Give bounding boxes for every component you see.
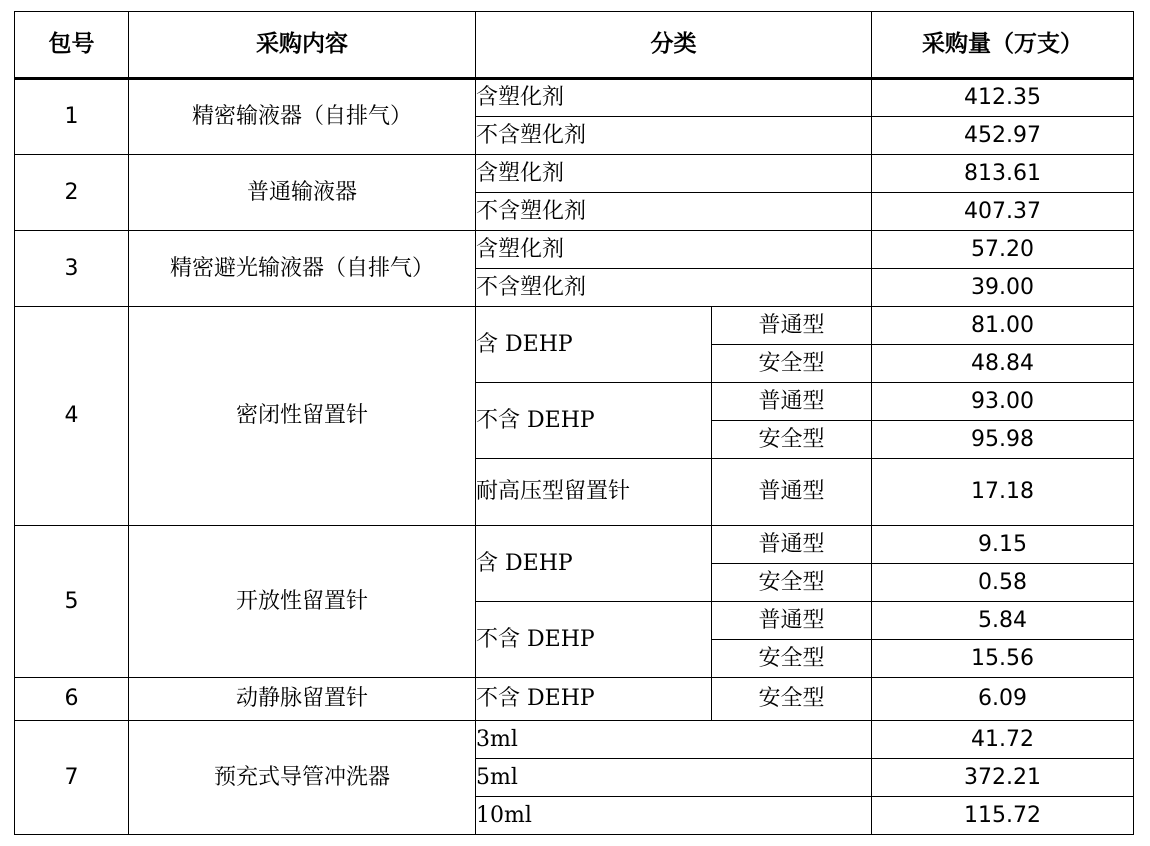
category-group: 耐高压型留置针 — [476, 459, 712, 526]
quantity-cell: 57.20 — [872, 231, 1134, 269]
subtype-cell: 安全型 — [712, 640, 872, 678]
category-group: 不含 DEHP — [476, 678, 712, 721]
category-cell: 不含塑化剂 — [476, 117, 872, 155]
package-number: 7 — [15, 721, 129, 835]
table-row — [15, 231, 1134, 269]
subtype-cell: 安全型 — [712, 421, 872, 459]
category-cell: 不含塑化剂 — [476, 193, 872, 231]
table-row — [15, 721, 1134, 759]
category-cell: 10ml — [476, 797, 872, 835]
quantity-cell: 407.37 — [872, 193, 1134, 231]
quantity-cell: 9.15 — [872, 526, 1134, 564]
package-number: 3 — [15, 231, 129, 307]
subtype-cell: 普通型 — [712, 383, 872, 421]
package-number: 6 — [15, 678, 129, 721]
category-cell: 含塑化剂 — [476, 79, 872, 117]
header-category: 分类 — [476, 12, 872, 79]
package-number: 2 — [15, 155, 129, 231]
category-group: 不含 DEHP — [476, 602, 712, 678]
subtype-cell: 普通型 — [712, 307, 872, 345]
quantity-cell: 15.56 — [872, 640, 1134, 678]
quantity-cell: 48.84 — [872, 345, 1134, 383]
quantity-cell: 39.00 — [872, 269, 1134, 307]
quantity-cell: 372.21 — [872, 759, 1134, 797]
package-number: 5 — [15, 526, 129, 678]
subtype-cell: 安全型 — [712, 678, 872, 721]
category-cell: 含塑化剂 — [476, 155, 872, 193]
table-row — [15, 155, 1134, 193]
quantity-cell: 6.09 — [872, 678, 1134, 721]
item-name: 动静脉留置针 — [129, 678, 476, 721]
item-name: 精密避光输液器（自排气） — [129, 231, 476, 307]
table-row — [15, 307, 1134, 345]
subtype-cell: 普通型 — [712, 602, 872, 640]
header-row — [15, 12, 1134, 79]
subtype-cell: 安全型 — [712, 345, 872, 383]
quantity-cell: 93.00 — [872, 383, 1134, 421]
quantity-cell: 17.18 — [872, 459, 1134, 526]
quantity-cell: 81.00 — [872, 307, 1134, 345]
table-row — [15, 678, 1134, 721]
item-name: 预充式导管冲洗器 — [129, 721, 476, 835]
table-row — [15, 526, 1134, 564]
header-quantity: 采购量（万支） — [872, 12, 1134, 79]
quantity-cell: 0.58 — [872, 564, 1134, 602]
subtype-cell: 安全型 — [712, 564, 872, 602]
item-name: 密闭性留置针 — [129, 307, 476, 526]
category-group: 含 DEHP — [476, 526, 712, 602]
package-number: 1 — [15, 79, 129, 155]
item-name: 普通输液器 — [129, 155, 476, 231]
category-group: 不含 DEHP — [476, 383, 712, 459]
item-name: 开放性留置针 — [129, 526, 476, 678]
category-cell: 不含塑化剂 — [476, 269, 872, 307]
quantity-cell: 412.35 — [872, 79, 1134, 117]
quantity-cell: 115.72 — [872, 797, 1134, 835]
item-name: 精密输液器（自排气） — [129, 79, 476, 155]
quantity-cell: 452.97 — [872, 117, 1134, 155]
header-package-no: 包号 — [15, 12, 129, 79]
quantity-cell: 813.61 — [872, 155, 1134, 193]
procurement-table — [14, 11, 1134, 835]
category-cell: 含塑化剂 — [476, 231, 872, 269]
quantity-cell: 95.98 — [872, 421, 1134, 459]
quantity-cell: 41.72 — [872, 721, 1134, 759]
category-cell: 5ml — [476, 759, 872, 797]
table-row — [15, 79, 1134, 117]
category-cell: 3ml — [476, 721, 872, 759]
quantity-cell: 5.84 — [872, 602, 1134, 640]
subtype-cell: 普通型 — [712, 526, 872, 564]
header-content: 采购内容 — [129, 12, 476, 79]
subtype-cell: 普通型 — [712, 459, 872, 526]
package-number: 4 — [15, 307, 129, 526]
category-group: 含 DEHP — [476, 307, 712, 383]
